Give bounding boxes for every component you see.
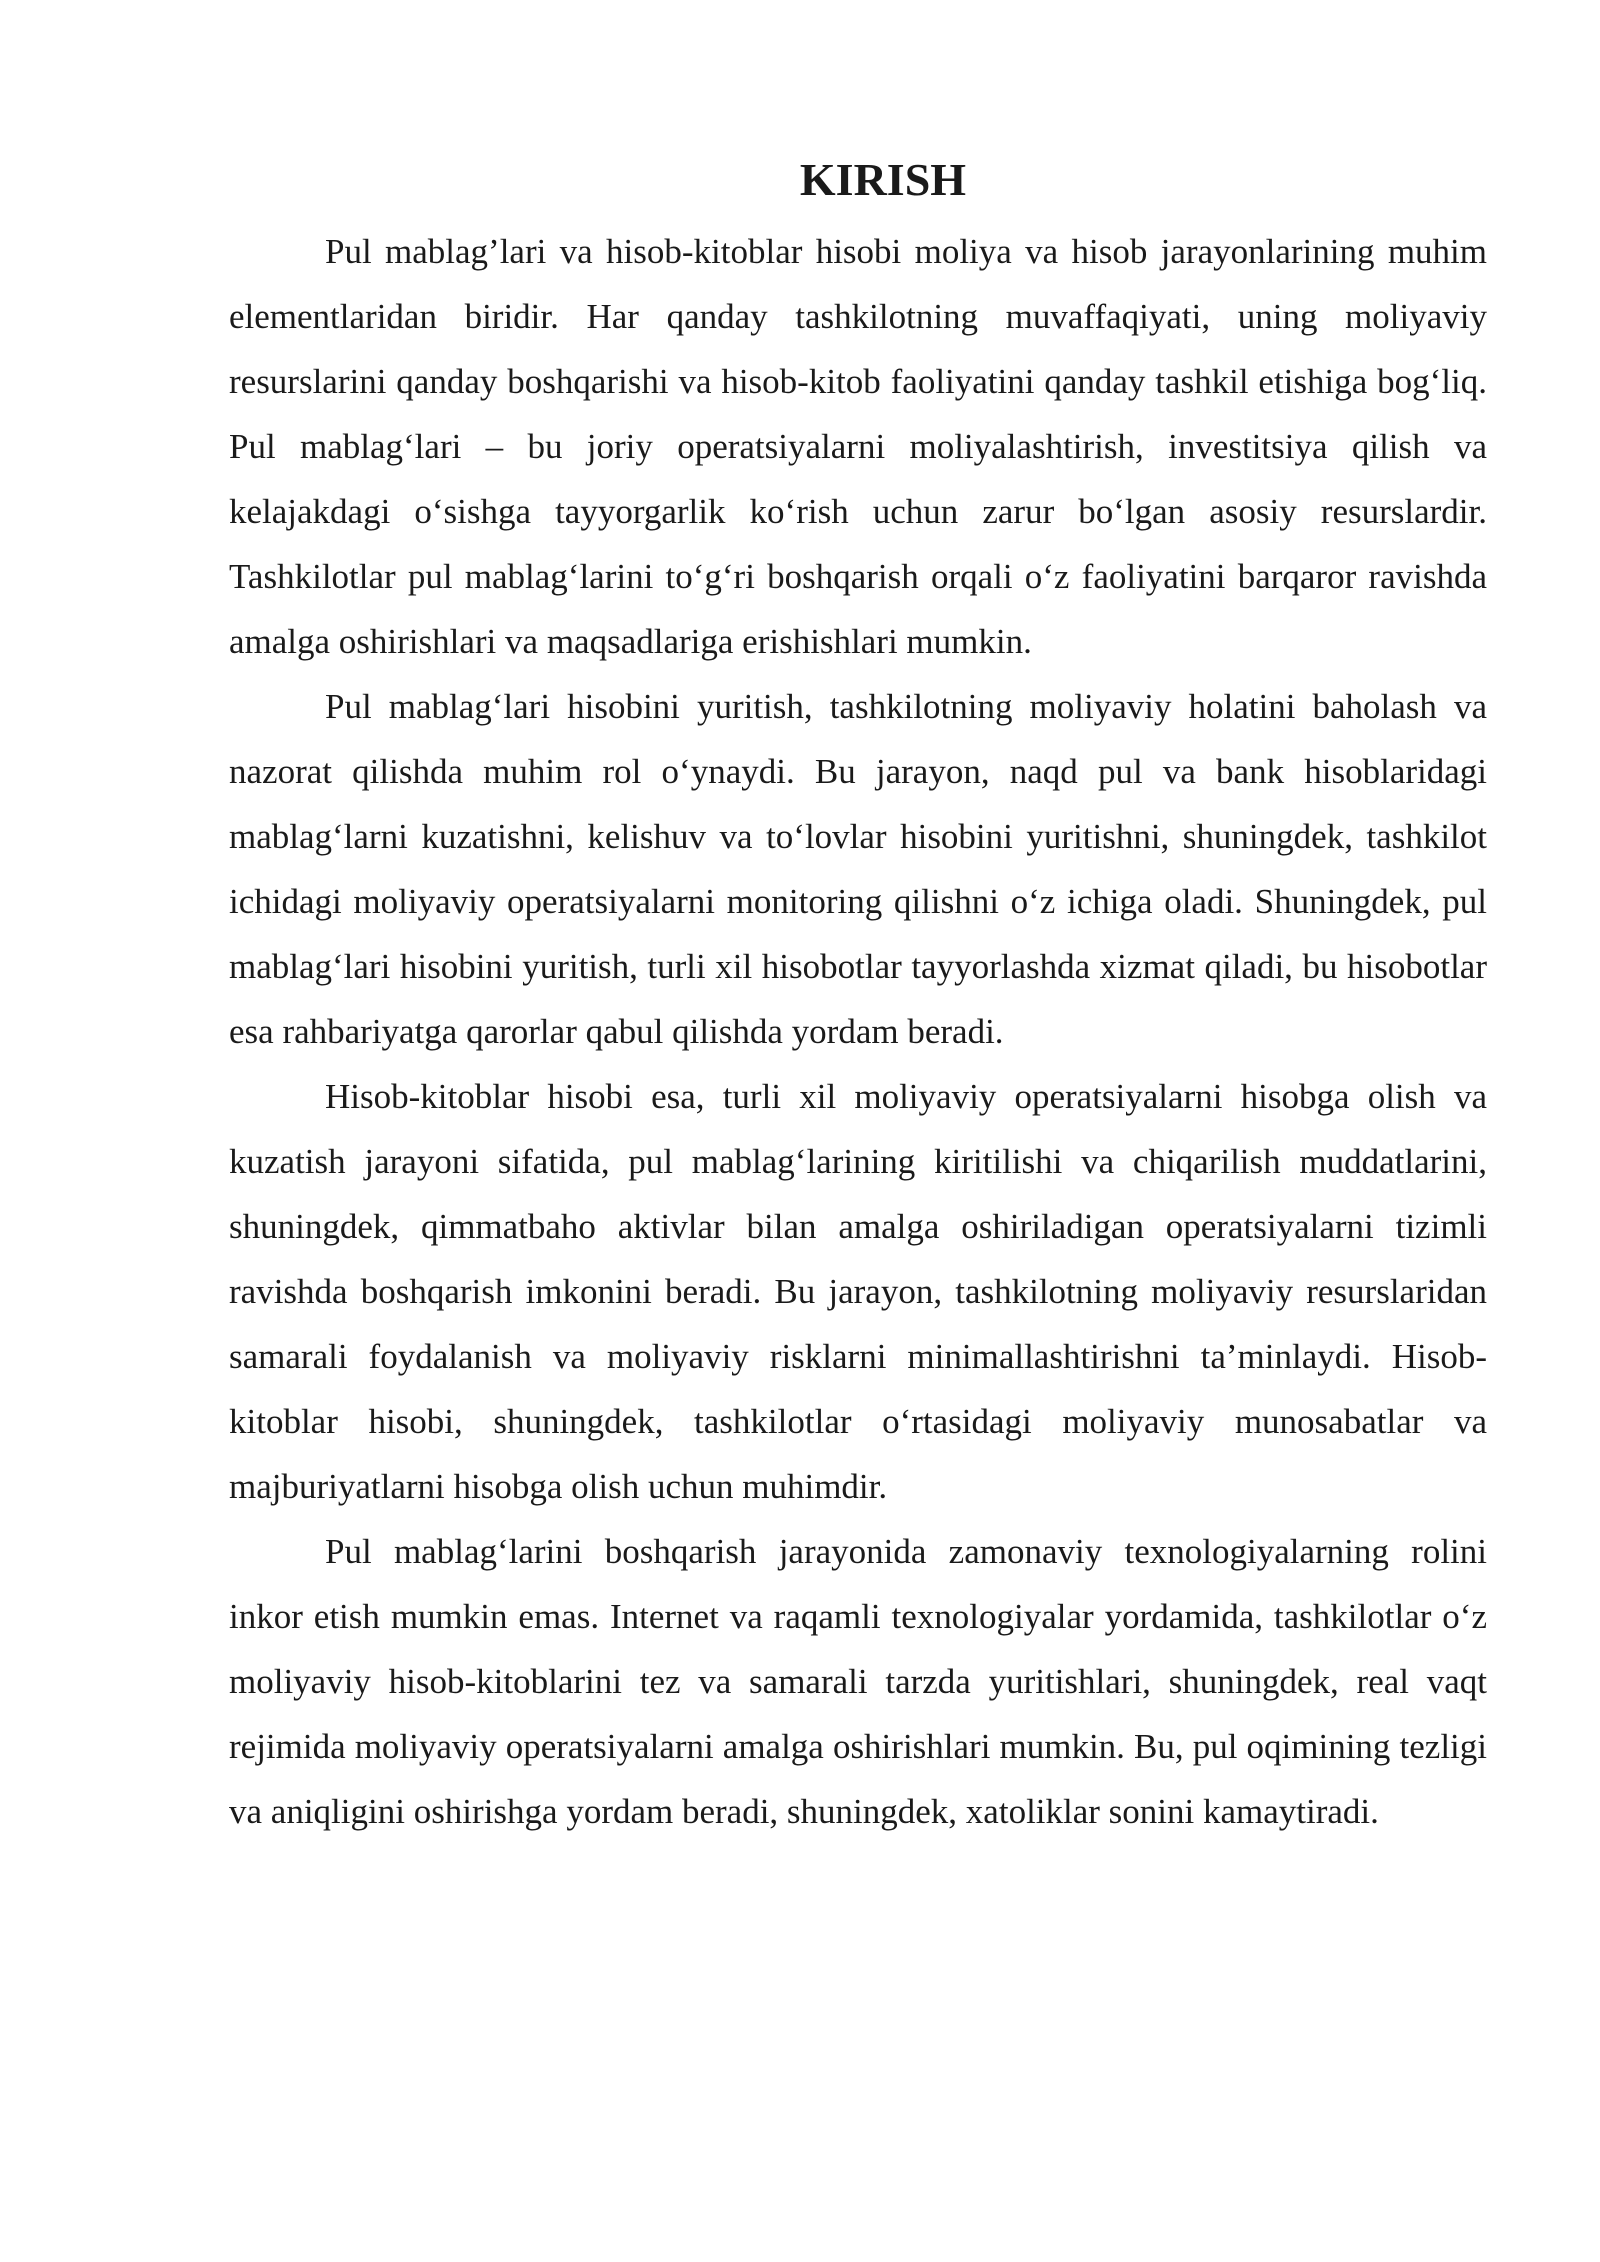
page-title: KIRISH bbox=[799, 154, 967, 205]
document-body bbox=[229, 145, 1487, 1844]
paragraph-3: Hisob-kitoblar hisobi esa, turli xil moliyaviy operatsiyalarni hisobga olish va kuzatish jarayoni sifatida, pul mablag‘larining kiritilishi va chiqarilish muddatlarini, shuningdek, qimmatbaho aktivlar bilan amalga oshiriladigan operatsiyalarni tizimli ravishda boshqarish imkonini beradi. Bu jarayon, tashkilotning moliyaviy resurslaridan samarali foydalanish va moliyaviy risklarni minimallashtirishni ta’minlaydi. Hisob-kitoblar hisobi, shuningdek, tashkilotlar o‘rtasidagi moliyaviy munosabatlar va majburiyatlarni hisobga olish uchun muhimdir. bbox=[229, 1077, 1487, 1506]
paragraph-4: Pul mablag‘larini boshqarish jarayonida zamonaviy texnologiyalarning rolini inkor etish mumkin emas. Internet va raqamli texnologiyalar yordamida, tashkilotlar o‘z moliyaviy hisob-kitoblarini tez va samarali tarzda yuritishlari, shuningdek, real vaqt rejimida moliyaviy operatsiyalarni amalga oshirishlari mumkin. Bu, pul oqimining tezligi va aniqligini oshirishga yordam beradi, shuningdek, xatoliklar sonini kamaytiradi. bbox=[229, 1532, 1487, 1831]
paragraph-2: Pul mablag‘lari hisobini yuritish, tashkilotning moliyaviy holatini baholash va nazorat qilishda muhim rol o‘ynaydi. Bu jarayon, naqd pul va bank hisoblaridagi mablag‘larni kuzatishni, kelishuv va to‘lovlar hisobini yuritishni, shuningdek, tashkilot ichidagi moliyaviy operatsiyalarni monitoring qilishni o‘z ichiga oladi. Shuningdek, pul mablag‘lari hisobini yuritish, turli xil hisobotlar tayyorlashda xizmat qiladi, bu hisobotlar esa rahbariyatga qarorlar qabul qilishda yordam beradi. bbox=[229, 687, 1487, 1051]
paragraph-1: Pul mablag’lari va hisob-kitoblar hisobi moliya va hisob jarayonlarining muhim elementlaridan biridir. Har qanday tashkilotning muvaffaqiyati, uning moliyaviy resurslarini qanday boshqarishi va hisob-kitob faoliyatini qanday tashkil etishiga bog‘liq. Pul mablag‘lari – bu joriy operatsiyalarni moliyalashtirish, investitsiya qilish va kelajakdagi o‘sishga tayyorgarlik ko‘rish uchun zarur bo‘lgan asosiy resurslardir. Tashkilotlar pul mablag‘larini to‘g‘ri boshqarish orqali o‘z faoliyatini barqaror ravishda amalga oshirishlari va maqsadlariga erishishlari mumkin. bbox=[229, 232, 1487, 661]
